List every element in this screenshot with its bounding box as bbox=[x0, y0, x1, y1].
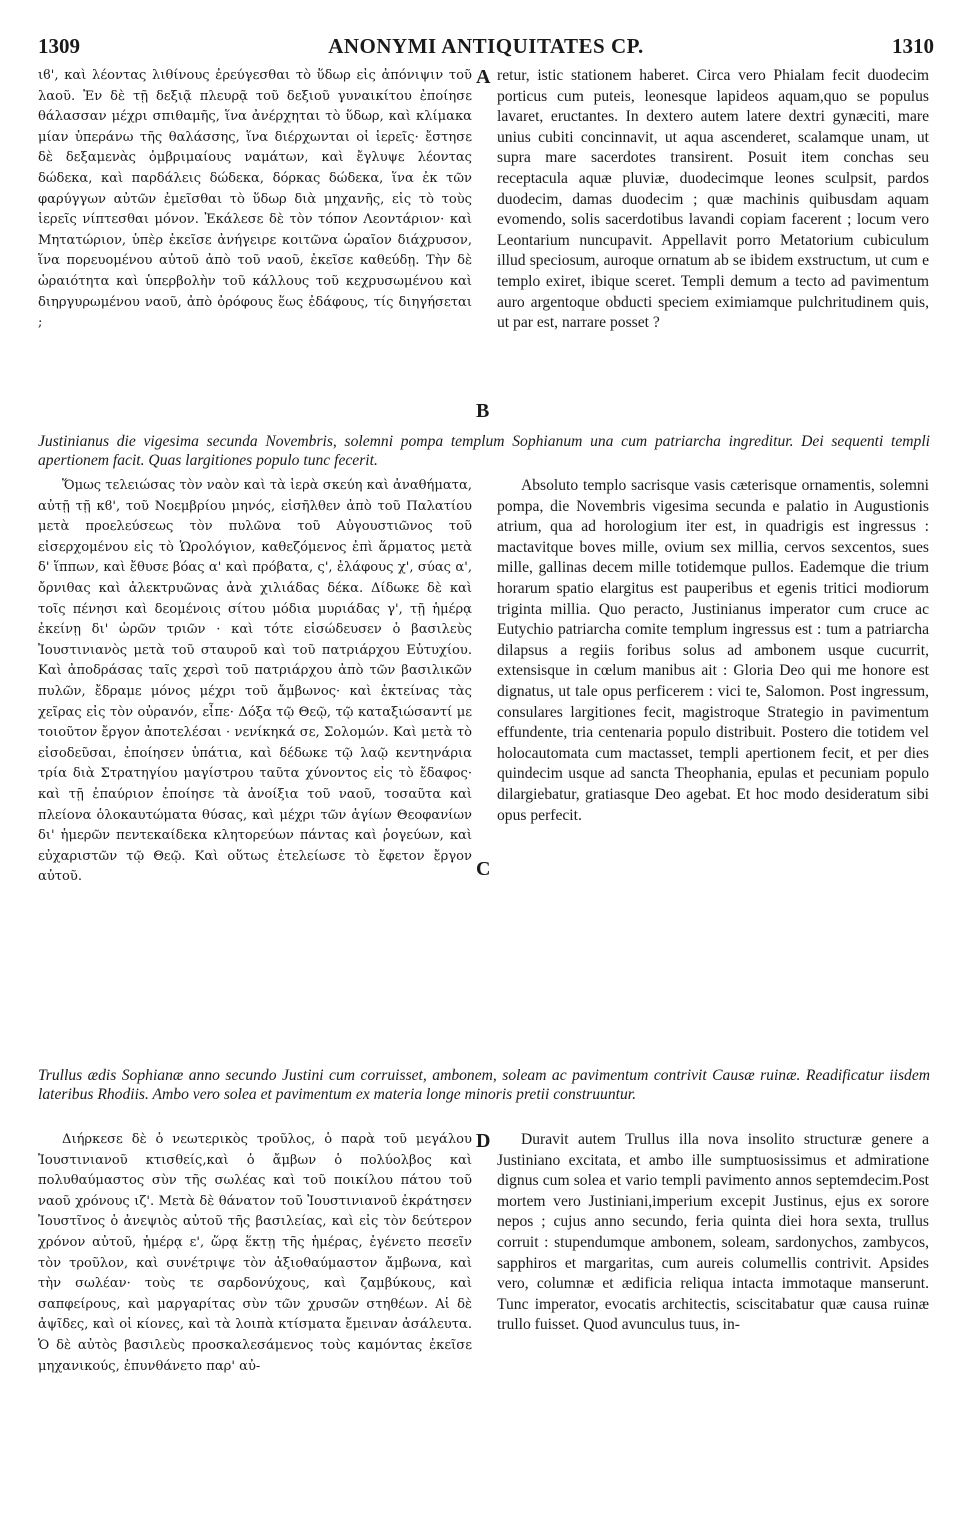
latin-text-section-1: retur, istic stationem haberet. Circa vero Phialam fecit duodecim porticus cum puteis, leonesque lapideos aquam,quo se populus lavaret, eructantes. In dextero autem latere dextri gynæciti, mare unius cubiti concinnavit, ut aqua ascenderet, scalamque unam, ut supra mare sacerdotes transirent. Posuit item conchas seu receptacula aquæ pluviæ, duodecimque leones sculpsit, pardos duodecim, damas duodecim ; quæ machinis quibusdam aquam evomendo, solis sacerdotibus lavandi copiam facerent ; locum vero Leontarium nuncupavit. Appellavit porro Metatorium cubiculum illud speciosum, auroque ornatum ab se ibidem exstructum, ut cum e templo exiret, ibique sceret. Templi demum a tecto ad pavimentum auro argentoque obducti speciem eximiamque pulchritudinem quis, ut par est, narrare posset ? bbox=[497, 67, 929, 332]
greek-column-section-3 bbox=[38, 1130, 472, 1480]
greek-column-section-2 bbox=[38, 476, 472, 1060]
greek-text-section-3: Διήρκεσε δὲ ὁ νεωτερικὸς τροῦλος, ὁ παρὰ τοῦ μεγάλου Ἰουστινιανοῦ κτισθείς,καὶ ὁ ἄμβων ὁ πολύολβος καὶ πολυθαύμαστος σὺν τῆς σωλέας καὶ τοῦ ποικίλου πάτου τοῦ ναοῦ χρόνους ιζ'. Μετὰ δὲ θάνατον τοῦ Ἰουστινιανοῦ ἐκράτησεν Ἰουστῖνος ὁ ἀνεψιὸς αὐτοῦ τῆς βασιλείας, καὶ εἰς τὸν δεύτερον χρόνον αὐτοῦ, ἡμέρᾳ ε', ὥρᾳ ἕκτῃ τῆς ἡμέρας, ἐγένετο πεσεῖν τὸν τροῦλον, καὶ συνέτριψε τὸν ἀξιοθαύμαστον ἄμβωνα, καὶ τὴν σωλέαν· τοὺς τε σαρδονύχους, καὶ ζαμβύκους, καὶ σαπφείρους, καὶ μαργαρίτας σὺν τῶν χρυσῶν στηθέων. Αἱ δὲ ἀψῖδες, καὶ οἱ κίονες, καὶ τὰ λοιπὰ κτίσματα ἔμειναν ἀσάλευτα. Ὁ δὲ αὐτὸς βασιλεὺς προσκαλεσάμενος τοὺς καμόντας ἐκεῖσε μηχανικούς, ἐπυνθάνετο παρ' αὐ- bbox=[38, 1132, 472, 1374]
margin-marker-d: D bbox=[476, 1130, 491, 1152]
section-3-summary: Trullus ædis Sophianæ anno secundo Justini cum corruisset, ambonem, soleam ac pavimentum contrivit Causæ ruinæ. Readificatur iisdem lateribus Rhodiis. Ambo vero solea et pavimentum ex materia longe minoris pretii construuntur. bbox=[38, 1067, 930, 1103]
greek-column-section-1 bbox=[38, 66, 472, 418]
latin-column-section-1 bbox=[497, 66, 929, 418]
latin-column-section-2 bbox=[497, 476, 929, 1060]
margin-marker-b: B bbox=[476, 400, 490, 422]
section-2-summary: Justinianus die vigesima secunda Novembris, solemni pompa templum Sophianum una cum patriarcha ingreditur. Dei sequenti templi apertionem facit. Quas largitiones populo tunc fecerit. bbox=[38, 433, 930, 469]
page-number-right: 1310 bbox=[892, 34, 934, 58]
running-title: ANONYMI ANTIQUITATES CP. bbox=[328, 34, 644, 58]
latin-column-section-3 bbox=[497, 1130, 929, 1480]
margin-marker-a: A bbox=[476, 66, 491, 88]
page-number-left: 1309 bbox=[38, 34, 80, 58]
running-header bbox=[38, 34, 934, 60]
margin-marker-c: C bbox=[476, 858, 491, 880]
latin-text-section-2: Absoluto templo sacrisque vasis cæterisque ornamentis, solemni pompa, die Novembris vigesima secunda e palatio in Augustionis atrium, qua ad horologium iter est, in quadrigis est ingressus : mactavitque boves mille, ovium sex millia, cervos sexcentos, sues mille, gallinas decem mille totidemque pullos. Eademque die trium horarum spatio elargitus est pauperibus et egenis tritici modiorum triginta millia. Quo peracto, Justinianus imperator cum cruce ac Eutychio patriarcha comite templum ingressus est : tum a patriarcha dilapsus a regiis foribus solus ad ambonem usque cucurrit, extensisque in cœlum manibus ait : Gloria Deo qui me honore est dignatus, ut tale opus perficerem : vici te, Salomon. Post ingressum, consulares largitiones fecit, magistroque Strategio in pavimentum effundente, tria centenaria populo distribuit. Postero die totidem vel holocautomata cum mactasset, templi apertionem fecit, et per dies quindecim usque ad sancta Theophania, epulas et pecuniam populo dilargiebatur, gratiasque Deo agebat. Et hoc modo desideratum sibi opus perfecit. bbox=[497, 477, 929, 824]
greek-text-section-2: Ὅμως τελειώσας τὸν ναὸν καὶ τὰ ἱερὰ σκεύη καὶ ἀναθήματα, αὐτῇ τῇ κϐ', τοῦ Νοεμβρίου μηνός, εἰσῆλθεν ἀπὸ τοῦ Παλατίου μετὰ προελεύσεως τὸν πυλῶνα τοῦ Αὐγουστιῶνος τοῦ εἰσερχομένου εἰς τὸ Ὡρολόγιον, καθεζόμενος ἐπὶ ἅρματος μετὰ δ' ἵππων, καὶ ἔθυσε βόας α' καὶ πρόβατα, ς', ἐλάφους χ', σύας α', ὄρνιθας καὶ ἀλεκτρυῶνας ἀνὰ χιλιάδας δέκα. Δίδωκε δὲ καὶ τοῖς πένησι καὶ δεομένοις σίτου μόδια μυριάδας γ', τῇ ἡμέρᾳ ἐκείνῃ δι' ὡρῶν τριῶν · καὶ τότε εἰσώδευσεν ὁ βασιλεὺς Ἰουστινιανὸς μετὰ τοῦ σταυροῦ καὶ τοῦ πατριάρχου Εὐτυχίου. Καὶ ἀποδράσας ταῖς χερσὶ τοῦ πατριάρχου ἀπὸ τῶν βασιλικῶν πυλῶν, ἔδραμε μόνος μέχρι τοῦ ἄμβωνος· καὶ ἐκτείνας τὰς χεῖρας εἰς τὸν οὐρανόν, εἶπε· Δόξα τῷ Θεῷ, τῷ καταξιώσαντί με τοιοῦτον ἔργον ἀποτελέσαι · νενίκηκά σε, Σολομών. Καὶ μετὰ τὸ εἰσοδεῦσαι, ἐποίησεν ὑπάτια, καὶ δέδωκε τῷ λαῷ κεντηνάρια τρία διὰ Στρατηγίου μαγίστρου ταῦτα χύνοντος εἰς τὸ ἔδαφος· καὶ τῇ ἐπαύριον ἐποίησε τὰ ἀνοίξια τοῦ ναοῦ, τοσαῦτα καὶ πλείονα ὁλοκαυτώματα θύσας, καὶ μέχρι τῶν ἁγίων Θεοφανίων δι' ἡμερῶν πεντεκαίδεκα κλητορεύων πάντας καὶ ῥογεύων, καὶ εὐχαριστῶν τῷ Θεῷ. Καὶ οὕτως ἐτελείωσε τὸ ἔφετον ἔργον αὐτοῦ. bbox=[38, 478, 472, 885]
latin-text-section-3: Duravit autem Trullus illa nova insolito structuræ genere a Justiniano excitata, et ambo ille sumptuosissimus et admiratione dignus cum solea et vario templi pavimento annos septemdecim.Post mortem vero Justiniani,imperium excepit Justinus, ejus ex sorore nepos ; cujus anno secundo, feria quinta diei hora sexta, trullus corruit : stupendumque ambonem, soleam, sardonychos, zambycos, sapphiros et margaritas, cum aureis columellis contrivit. Apsides vero, columnæ et ædificia reliqua intacta immotaque manserunt. Tunc imperator, evocatis architectis, sciscitabatur quæ causa ruinæ trullo fuisset. Quod avunculus tuus, in- bbox=[497, 1131, 929, 1334]
greek-text-section-1: ιϐ', καὶ λέοντας λιθίνους ἐρεύγεσθαι τὸ ὕδωρ εἰς ἀπόνιψιν τοῦ λαοῦ. Ἐν δὲ τῇ δεξιᾷ πλευρᾷ τοῦ δεξιοῦ γυναικίτου ἐποίησε θάλασσαν μέχρι σπιθαμῆς, ἵνα ἀνέρχηται τὸ ὕδωρ, καὶ κλίμακα μίαν ὑπεράνω τῆς θαλάσσης, ἵνα διέρχωνται οἱ ἱερεῖς· ἔστησε δὲ δεξαμενὰς ὀμβριμαίους ναμάτων, καὶ ἔγλυψε λέοντας δώδεκα, καὶ παρδάλεις δώδεκα, δόρκας δώδεκα, ἵνα ἐκ τῶν φαρύγγων αὐτῶν ἐμεῖσθαι τὸ ὕδωρ διὰ μηχανῆς, εἰς τὸ τοὺς ἱερεῖς νίπτεσθαι μόνον. Ἐκάλεσε δὲ τὸν τόπον Λεοντάριον· καὶ Μητατώριον, ὑπὲρ ἐκεῖσε ἀνήγειρε κοιτῶνα ὡραῖον διάχρυσον, ἵνα πορευομένου αὐτοῦ ἀπὸ τοῦ ναοῦ, ἐκεῖσε καθεύδῃ. Τὴν δὲ ὡραιότητα καὶ ὑπερβολὴν τοῦ κάλλους τοῦ κεχρυσωμένου καὶ διηργυρωμένου ναοῦ, ἀπὸ ὀρόφους ἕως ἐδάφους, τίς διηγήσεται ; bbox=[38, 68, 472, 331]
